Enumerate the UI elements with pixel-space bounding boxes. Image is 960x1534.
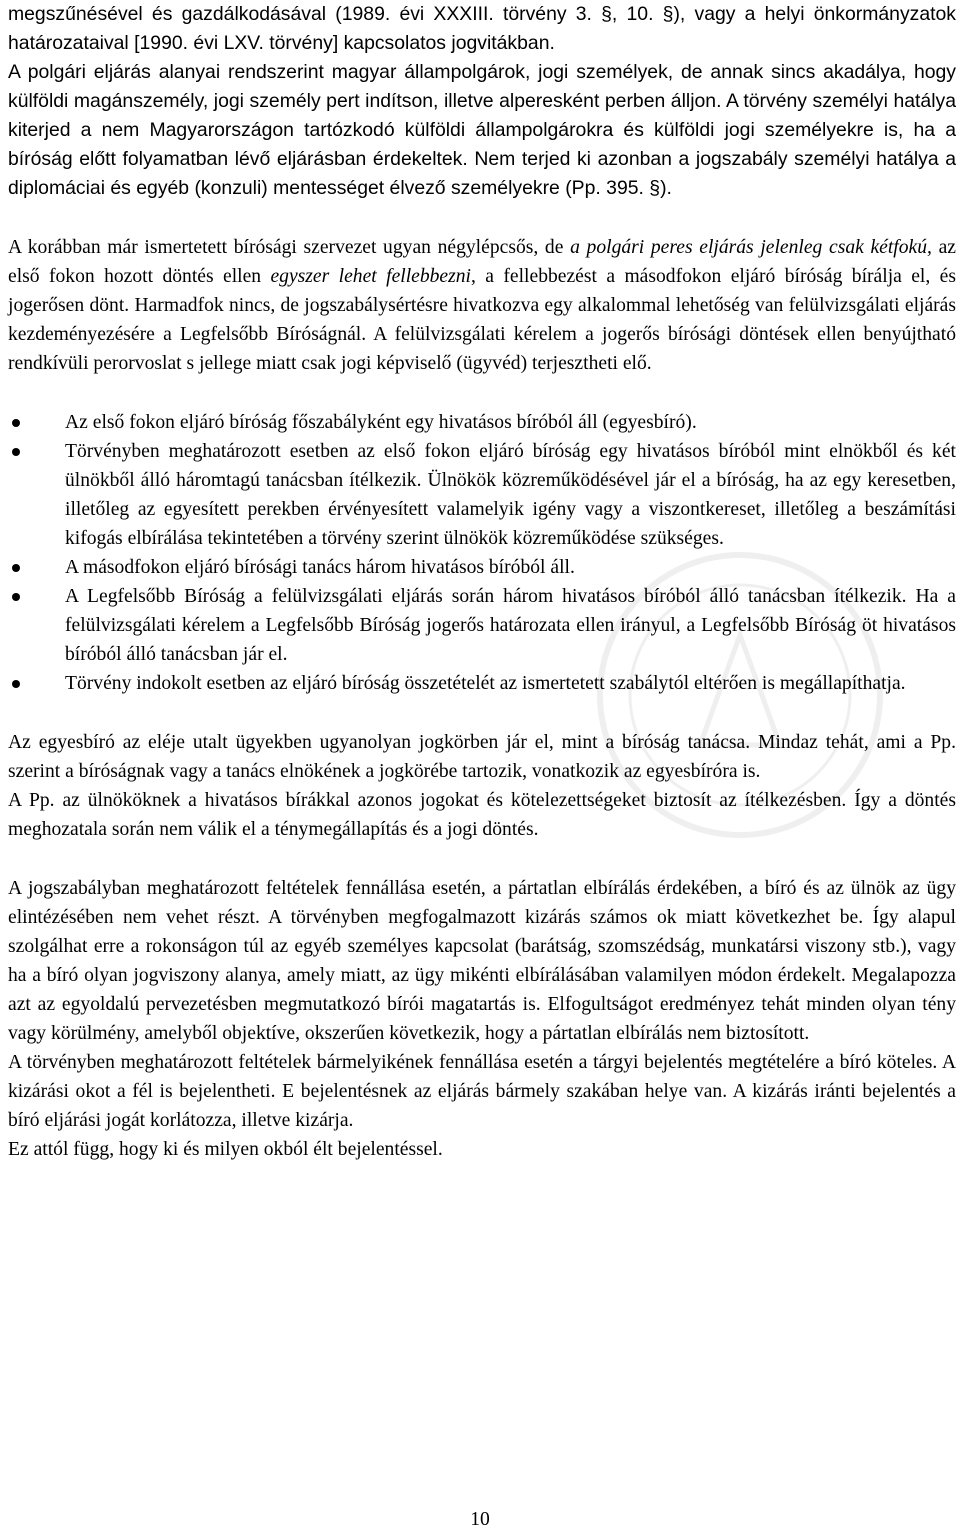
paragraph-intro [8, 0, 956, 203]
list-item [8, 437, 956, 553]
bullet-icon [12, 593, 20, 601]
bullet-icon [12, 419, 20, 427]
italic-run: a polgári peres eljárás jelenleg csak kétfokú, [570, 237, 932, 258]
intro-line-b: A polgári eljárás alanyai rendszerint magyar állampolgárok, jogi személyek, de annak sincs akadálya, hogy külföldi magánszemély, jogi személy pert indítson, illetve alperesként perben álljon. [8, 61, 956, 112]
list-item [8, 582, 956, 669]
text-run: az első fokon hozott döntés ellen [8, 237, 957, 287]
list-item-text: Törvényben meghatározott esetben az első fokon eljáró bíróság egy hivatásos bíróból mint elnökből és két ülnökből álló háromtagú tanácsban ítélkezik. Ülnökök közreműködésével jár el a bíróság, ha az egy keresetben, illetőleg az egyesített perekben érvényesített valamelyik igény vagy a viszontkereset, illetőleg a beszámítási kifogás elbírálása tekintetében a törvény szerint ülnökök közreműködése szükséges. [65, 441, 956, 549]
bullet-list [8, 408, 956, 698]
list-item [8, 669, 956, 698]
bullet-icon [12, 680, 20, 688]
text-run: Ez attól függ, hogy ki és milyen okból élt bejelentéssel. [8, 1139, 443, 1160]
text-run: A jogszabályban meghatározott feltételek fennállása esetén, a pártatlan elbírálás érdekében, a bíró és az ülnök az ügy elintézésében nem vehet részt. A törvényben megfogalmazott kizárás számos ok miatt következhet be. Így alapul szolgálhat erre a rokonságon túl az egyéb személyes kapcsolat (barátság, szomszédság, munkatársi viszony stb.), vagy ha a bíró olyan jogviszony alanya, amely miatt, az ügy mikénti elbírálásában valamilyen módon érdekelt. Megalapozza azt az egyoldalú pervezetésben megmutatkozó bírói magatartás is. Elfogultságot eredményez tehát minden olyan tény vagy körülmény, amelyből objektíve, okszerűen következik, hogy a pártatlan elbírálás nem biztosított. [8, 878, 956, 1044]
list-item-text: Törvény indokolt esetben az eljáró bíróság összetételét az ismertetett szabálytól eltérően is megállapíthatja. [65, 673, 906, 694]
paragraph-court-levels [8, 233, 956, 378]
text-run: A törvényben meghatározott feltételek bármelyikének fennállása esetén a tárgyi bejelentés megtételére a bíró köteles. A kizárási okot a fél is bejelentheti. E bejelentésnek az eljárás bármely szakában helye van. A kizárás iránti bejelentés a bíró eljárási jogát korlátozza, illetve kizárja. [8, 1052, 956, 1131]
intro-line-c: A törvény személyi hatálya kiterjed a nem Magyarországon tartózkodó külföldi állampolgárokra és külföldi jogi személyekre is, ha a bíróság előtt folyamatban lévő eljárásban érdekeltek. [8, 90, 956, 170]
intro-line-d: Nem terjed ki azonban a jogszabály személyi hatálya a diplomáciai és egyéb (konzuli) mentességet élvező személyekre (Pp. 395. §). [8, 148, 957, 199]
text-run: A Pp. az ülnököknek a hivatásos bírákkal azonos jogokat és kötelezettségeket biztosít az ítélkezésben. Így a döntés meghozatala során nem válik el a ténymegállapítás és a jogi döntés. [8, 790, 956, 840]
text-run: A korábban már ismertetett bírósági szervezet ugyan négylépcsős, de [8, 237, 571, 258]
text-run: Az egyesbíró az eléje utalt ügyekben ugyanolyan jogkörben jár el, mint a bíróság tanácsa. Mindaz tehát, ami a Pp. szerint a bíróságnak vagy a tanács elnökének a jogkörébe tartozik, vonatkozik az egyesbíróra is. [8, 732, 956, 782]
intro-line-a: megszűnésével és gazdálkodásával (1989. évi XXXIII. törvény 3. §, 10. §), vagy a helyi önkormányzatok határozataival [1990. évi LXV. törvény] kapcsolatos jogvitákban. [8, 3, 956, 54]
list-item-text: A másodfokon eljáró bírósági tanács három hivatásos bíróból áll. [65, 557, 575, 578]
bullet-icon [12, 564, 20, 572]
italic-run: egyszer lehet fellebbezni [270, 266, 471, 287]
text-run: , a fellebbezést a másodfokon eljáró bíróság bírálja el, és jogerősen dönt. Harmadfok nincs, de jogszabálysértésre hivatkozva egy alkalommal lehetőség van felülvizsgálati eljárás kezdeményezésére a Legfelsőbb Bíróságnál. A felülvizsgálati kérelem a jogerős bírósági döntések ellen benyújtható rendkívüli perorvoslat s jellege miatt csak jogi képviselő (ügyvéd) terjesztheti elő. [8, 266, 956, 374]
list-item [8, 553, 956, 582]
document-page [8, 0, 956, 1164]
bullet-icon [12, 448, 20, 456]
list-item-text: A Legfelsőbb Bíróság a felülvizsgálati eljárás során három hivatásos bíróból álló tanácsban ítélkezik. Ha a felülvizsgálati kérelem a Legfelsőbb Bíróság jogerős határozata ellen irányul, a Legfelsőbb Bíróság öt hivatásos bíróból álló tanácsban jár el. [65, 586, 956, 665]
page-number: 10 [470, 1509, 490, 1530]
paragraph-single-judge [8, 728, 956, 844]
list-item-text: Az első fokon eljáró bíróság főszabályként egy hivatásos bíróból áll (egyesbíró). [65, 412, 697, 433]
list-item [8, 408, 956, 437]
paragraph-exclusion [8, 874, 956, 1164]
